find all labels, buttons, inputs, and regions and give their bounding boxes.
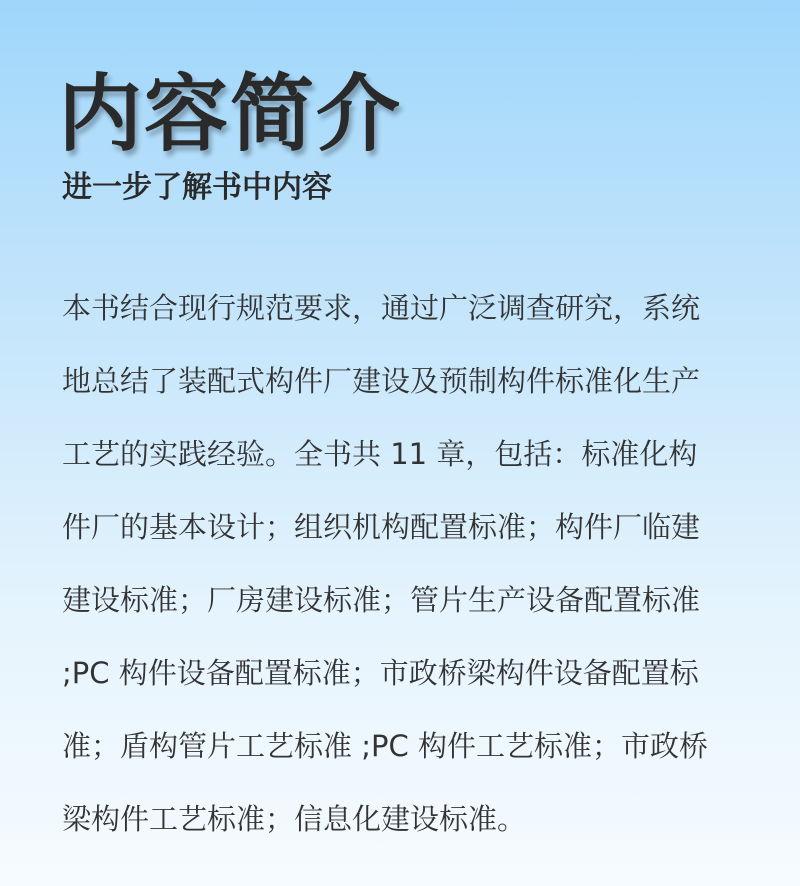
intro-paragraph [62, 272, 742, 856]
intro-line: 梁构件工艺标准；信息化建设标准。 [62, 802, 527, 836]
page-title: 内容简介 [58, 65, 403, 163]
intro-line: 件厂的基本设计；组织机构配置标准；构件厂临建 [62, 510, 701, 544]
intro-line: 准；盾构管片工艺标准 ;PC 构件工艺标准；市政桥 [62, 729, 708, 763]
intro-line: 工艺的实践经验。全书共 11 章，包括：标准化构 [62, 437, 698, 471]
intro-line: 建设标准；厂房建设标准；管片生产设备配置标准 [62, 583, 701, 617]
intro-line: 地总结了装配式构件厂建设及预制构件标准化生产 [62, 364, 701, 398]
intro-line: ;PC 构件设备配置标准；市政桥梁构件设备配置标 [62, 656, 699, 690]
page-subtitle: 进一步了解书中内容 [62, 170, 332, 205]
intro-line: 本书结合现行规范要求，通过广泛调查研究，系统 [62, 291, 701, 325]
